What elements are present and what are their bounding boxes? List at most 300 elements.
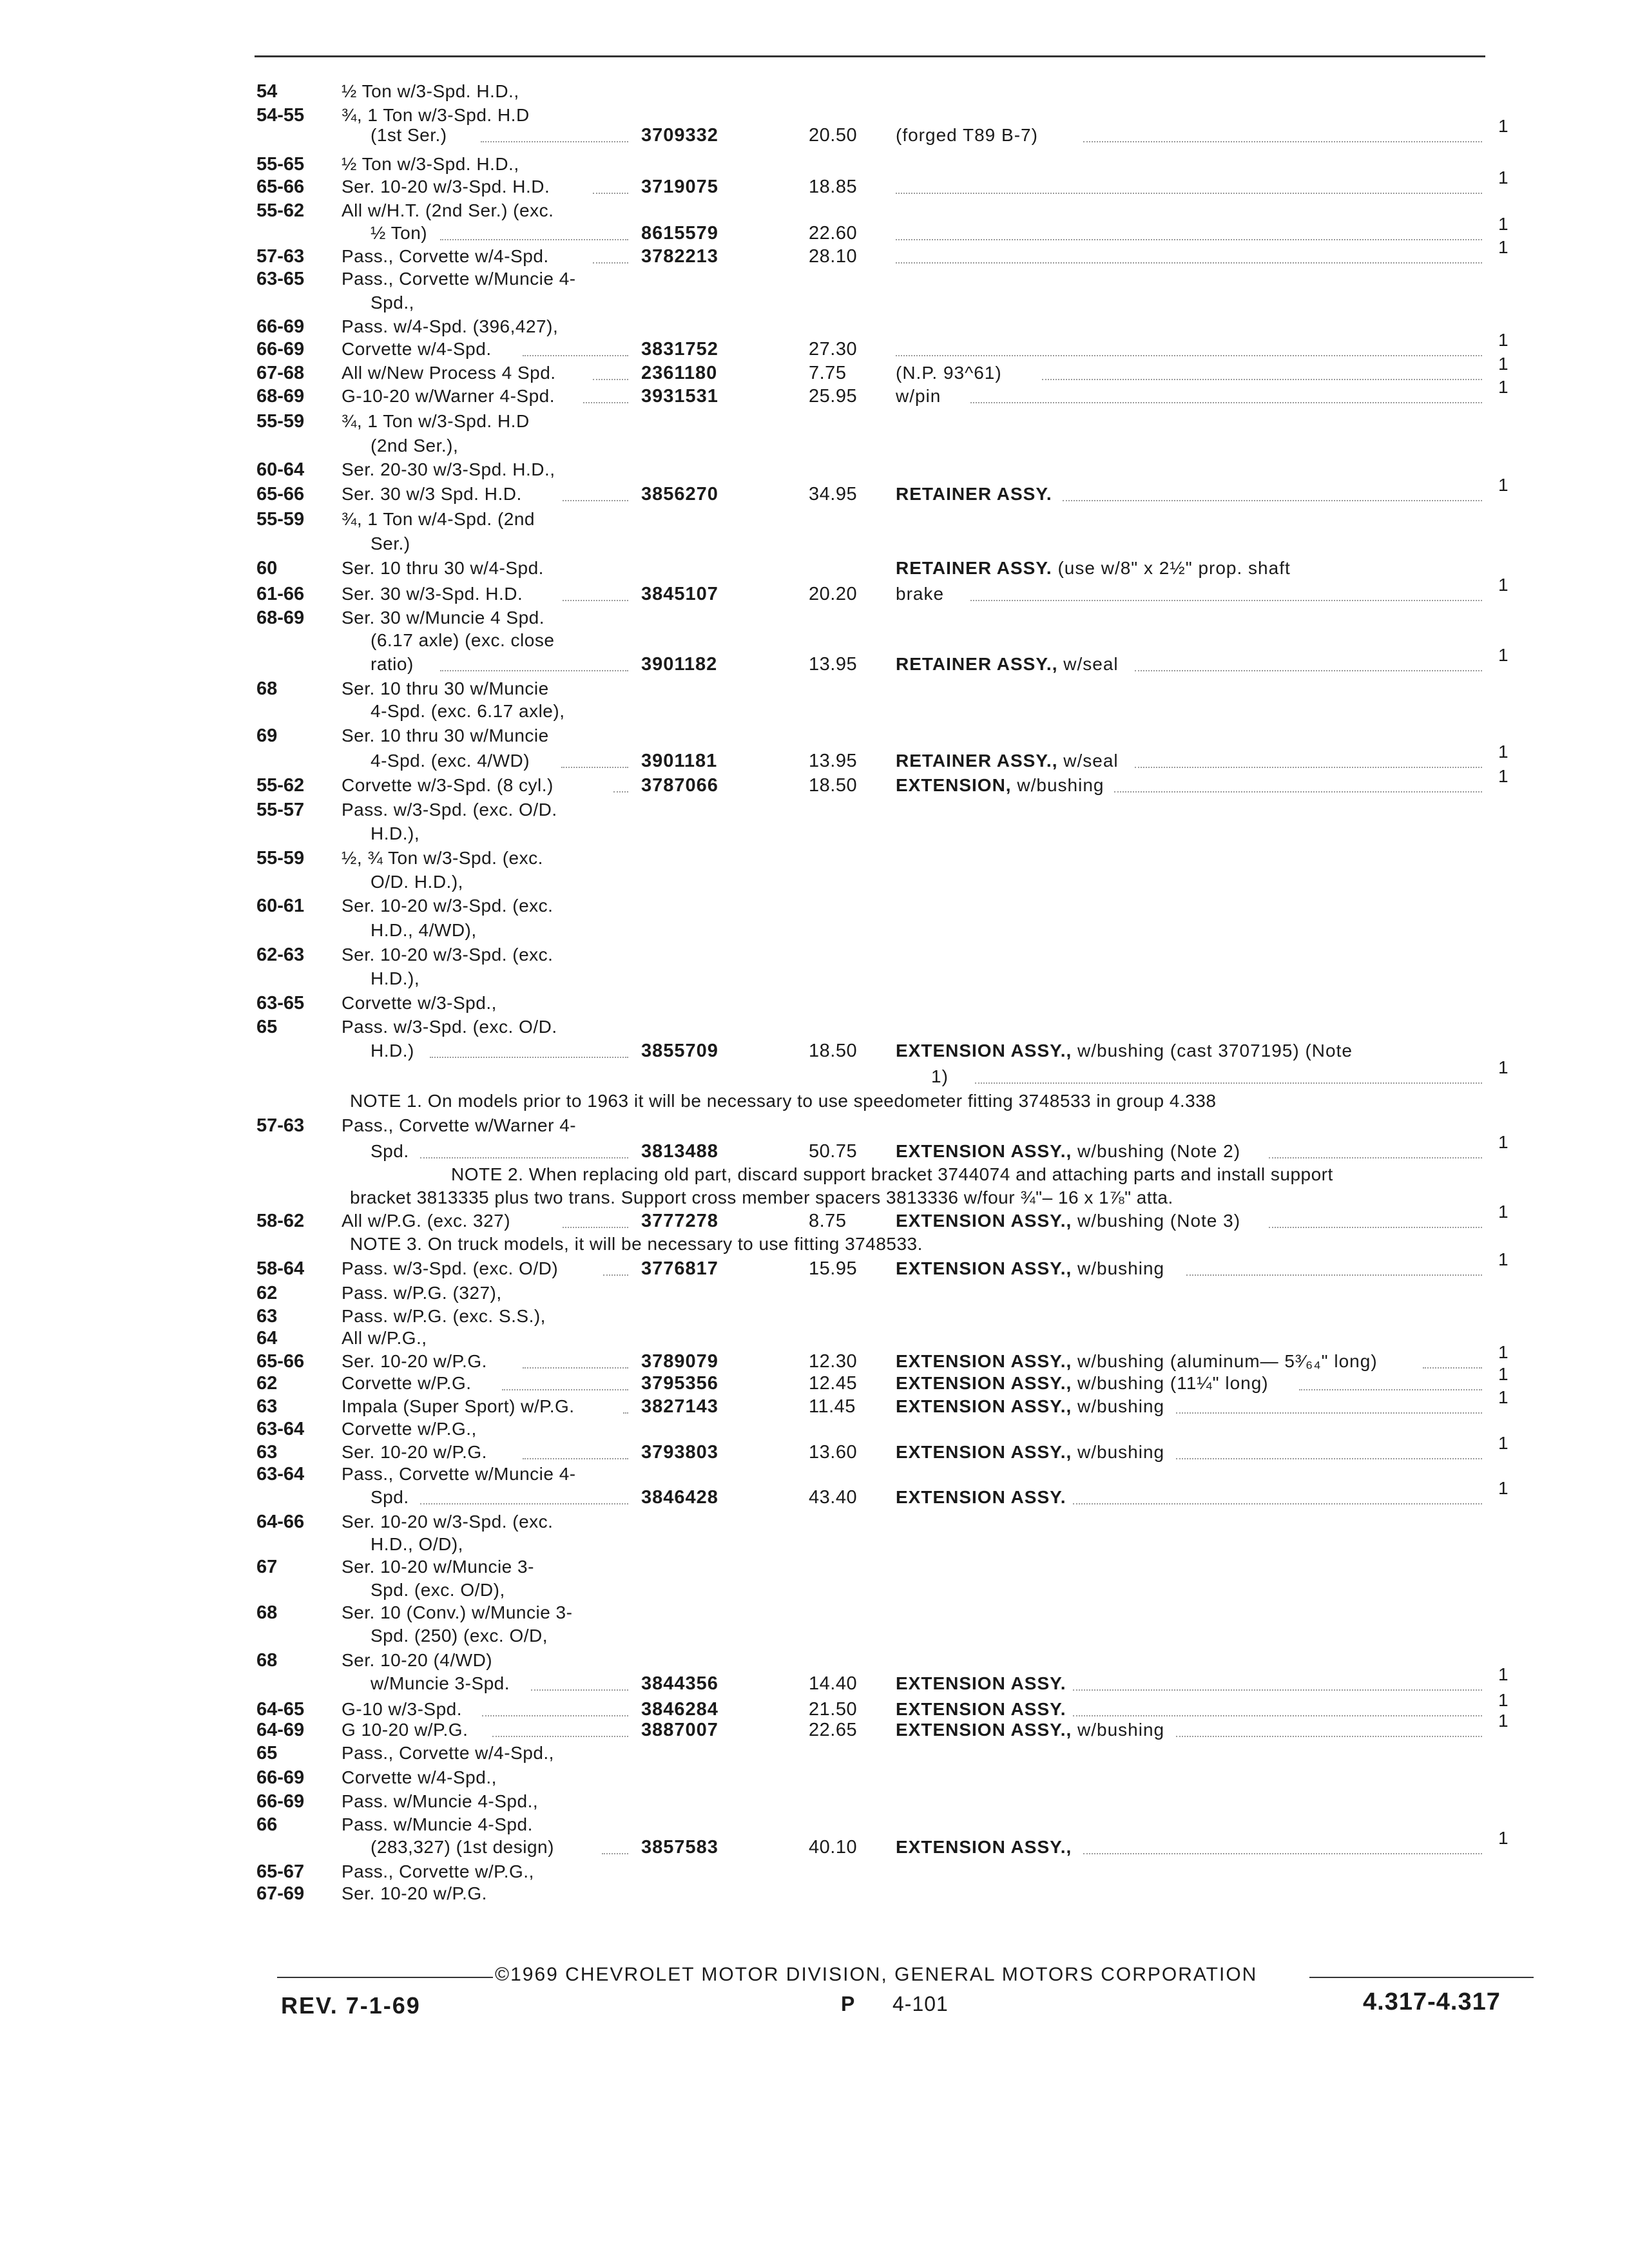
list-price: 15.95 xyxy=(809,1258,858,1279)
part-row xyxy=(0,1417,1629,1441)
application-description: (6.17 axle) (exc. close xyxy=(371,630,555,650)
list-price: 13.95 xyxy=(809,654,858,675)
list-price: 8.75 xyxy=(809,1211,847,1231)
application-description: ¾, 1 Ton w/3-Spd. H.D xyxy=(342,411,530,431)
part-number: 3846284 xyxy=(641,1699,718,1720)
part-name-bold: EXTENSION ASSY., xyxy=(896,1396,1072,1416)
part-row xyxy=(0,918,1629,943)
model-years: 65-66 xyxy=(256,1351,305,1372)
leader-dots xyxy=(1063,500,1482,501)
leader-dots xyxy=(492,1736,628,1737)
part-name xyxy=(896,1671,1066,1696)
part-note: (forged T89 B-7) xyxy=(896,125,1038,145)
part-row xyxy=(0,1624,1629,1648)
part-row xyxy=(0,1202,1629,1233)
part-note: w/bushing (Note 3) xyxy=(1077,1211,1241,1231)
model-years: 65-66 xyxy=(256,484,305,505)
footer-copyright: ©1969 CHEVROLET MOTOR DIVISION, GENERAL MOTORS CORPORATION xyxy=(495,1964,1258,1985)
part-row xyxy=(0,457,1629,482)
leader-dots xyxy=(1186,1274,1482,1276)
application-description: 4-Spd. (exc. 6.17 axle), xyxy=(371,701,565,721)
model-years: 62 xyxy=(256,1373,278,1394)
application-description: Pass. w/P.G. (exc. S.S.), xyxy=(342,1306,546,1326)
top-rule xyxy=(255,55,1485,57)
application-description: Pass., Corvette w/Warner 4- xyxy=(342,1115,577,1135)
part-name-bold: EXTENSION ASSY., xyxy=(896,1720,1072,1740)
part-row xyxy=(0,507,1629,532)
model-years: 67-69 xyxy=(256,1883,305,1904)
part-name-bold: EXTENSION ASSY. xyxy=(896,1487,1066,1507)
note-row xyxy=(0,1186,1629,1210)
quantity: 1 xyxy=(1498,1249,1509,1269)
part-note: w/bushing (11¼" long) xyxy=(1077,1373,1269,1393)
part-row xyxy=(0,116,1629,148)
leader-dots xyxy=(1299,1389,1482,1390)
model-years: 65 xyxy=(256,1743,278,1763)
application-description: H.D., 4/WD), xyxy=(371,920,477,940)
application-description: Ser. 30 w/3 Spd. H.D. xyxy=(342,484,522,504)
part-name-bold: EXTENSION ASSY., xyxy=(896,1258,1072,1278)
part-row xyxy=(0,314,1629,339)
leader-dots xyxy=(561,767,628,768)
part-note: w/bushing xyxy=(1077,1442,1165,1462)
application-description: Ser. 10-20 w/3-Spd. (exc. xyxy=(342,1512,554,1532)
part-row xyxy=(0,1532,1629,1557)
application-description: (1st Ser.) xyxy=(371,125,447,145)
model-years: 66-69 xyxy=(256,1767,305,1788)
part-row xyxy=(0,475,1629,506)
leader-dots xyxy=(970,600,1482,601)
part-note: brake xyxy=(896,584,945,604)
quantity: 1 xyxy=(1498,1433,1509,1453)
note-row xyxy=(0,1089,1629,1113)
part-name-bold: EXTENSION ASSY., xyxy=(896,1373,1072,1393)
part-row xyxy=(0,1860,1629,1884)
part-row xyxy=(0,1113,1629,1138)
part-name-bold: RETAINER ASSY. xyxy=(896,484,1052,504)
model-years: 55-65 xyxy=(256,154,305,175)
part-row xyxy=(0,1342,1629,1374)
model-years: 57-63 xyxy=(256,246,305,267)
part-row xyxy=(0,267,1629,291)
leader-dots xyxy=(563,500,628,501)
quantity: 1 xyxy=(1498,766,1509,786)
application-description: Corvette w/4-Spd. xyxy=(342,339,492,359)
part-number: 3844356 xyxy=(641,1673,718,1694)
page-letter: P xyxy=(841,1992,855,2015)
part-name xyxy=(896,582,944,606)
part-row xyxy=(0,870,1629,894)
part-row xyxy=(0,1433,1629,1465)
application-description: (2nd Ser.), xyxy=(371,436,459,456)
quantity: 1 xyxy=(1498,645,1509,665)
footer-rule-left xyxy=(277,1977,493,1978)
leader-dots xyxy=(1073,1503,1482,1504)
leader-dots xyxy=(523,1458,628,1459)
application-description: Ser. 10 thru 30 w/Muncie xyxy=(342,726,549,745)
part-name-bold: RETAINER ASSY. xyxy=(896,558,1052,578)
application-description: w/Muncie 3-Spd. xyxy=(371,1673,510,1693)
leader-dots xyxy=(896,239,1482,240)
part-name xyxy=(931,1064,949,1089)
catalog-note: NOTE 1. On models prior to 1963 it will be necessary to use speedometer fitting 3748533 in group 4.338 xyxy=(350,1091,1217,1111)
quantity: 1 xyxy=(1498,475,1509,495)
leader-dots xyxy=(420,1157,628,1158)
footer-rule-right xyxy=(1309,1977,1534,1978)
part-name xyxy=(896,1718,1164,1742)
part-note: w/bushing (Note 2) xyxy=(1077,1141,1241,1161)
part-row xyxy=(0,532,1629,556)
leader-dots xyxy=(440,670,628,671)
model-years: 63-64 xyxy=(256,1464,305,1485)
part-note: w/bushing xyxy=(1077,1258,1165,1278)
model-years: 66-69 xyxy=(256,1791,305,1812)
list-price: 12.30 xyxy=(809,1351,858,1372)
model-years: 61-66 xyxy=(256,584,305,604)
quantity: 1 xyxy=(1498,168,1509,187)
quantity: 1 xyxy=(1498,1690,1509,1710)
part-number: 3845107 xyxy=(641,584,718,604)
leader-dots xyxy=(1114,791,1482,793)
part-row xyxy=(0,1828,1629,1860)
part-row xyxy=(0,724,1629,748)
part-row xyxy=(0,699,1629,724)
part-note: w/bushing (cast 3707195) (Note xyxy=(1077,1041,1353,1061)
application-description: Ser.) xyxy=(371,533,410,553)
list-price: 13.95 xyxy=(809,751,858,771)
part-row xyxy=(0,152,1629,177)
part-number: 3709332 xyxy=(641,125,718,146)
part-row xyxy=(0,556,1629,581)
model-years: 65-66 xyxy=(256,177,305,197)
part-row xyxy=(0,606,1629,630)
model-years: 64-69 xyxy=(256,1720,305,1740)
leader-dots xyxy=(896,193,1482,194)
part-row xyxy=(0,966,1629,991)
list-price: 18.50 xyxy=(809,775,858,796)
application-description: Ser. 30 w/3-Spd. H.D. xyxy=(342,584,523,604)
part-name xyxy=(896,384,941,408)
application-description: ½ Ton) xyxy=(371,223,428,243)
model-years: 68-69 xyxy=(256,608,305,628)
part-number: 3813488 xyxy=(641,1141,718,1162)
list-price: 21.50 xyxy=(809,1699,858,1720)
part-name-bold: EXTENSION ASSY. xyxy=(896,1699,1066,1719)
part-number: 3793803 xyxy=(641,1442,718,1463)
model-years: 66 xyxy=(256,1814,278,1835)
part-row xyxy=(0,1326,1629,1350)
revision-date: REV. 7-1-69 xyxy=(281,1992,421,2019)
model-years: 55-59 xyxy=(256,848,305,869)
leader-dots xyxy=(602,1853,628,1854)
part-name-bold: EXTENSION ASSY., xyxy=(896,1041,1072,1061)
part-number: 3827143 xyxy=(641,1396,718,1417)
part-number: 3782213 xyxy=(641,246,718,267)
application-description: Spd. xyxy=(371,1487,409,1507)
model-years: 64 xyxy=(256,1328,278,1349)
application-description: Corvette w/3-Spd., xyxy=(342,993,497,1013)
application-description: Corvette w/P.G., xyxy=(342,1419,477,1439)
part-number: 3719075 xyxy=(641,177,718,197)
list-price: 27.30 xyxy=(809,339,858,360)
part-row xyxy=(0,1364,1629,1396)
list-price: 25.95 xyxy=(809,386,858,407)
part-row xyxy=(0,168,1629,199)
part-row xyxy=(0,1462,1629,1486)
application-description: Spd. (250) (exc. O/D, xyxy=(371,1626,548,1646)
application-description: H.D., O/D), xyxy=(371,1534,463,1554)
application-description: Pass., Corvette w/4-Spd. xyxy=(342,246,549,266)
quantity: 1 xyxy=(1498,742,1509,762)
application-description: ¾, 1 Ton w/3-Spd. H.D xyxy=(342,105,530,125)
application-description: Pass. w/3-Spd. (exc. O/D. xyxy=(342,800,557,820)
part-row xyxy=(0,798,1629,822)
part-name xyxy=(896,1371,1269,1396)
model-years: 55-59 xyxy=(256,411,305,432)
quantity: 1 xyxy=(1498,1342,1509,1362)
list-price: 18.85 xyxy=(809,177,858,197)
leader-dots xyxy=(975,1082,1482,1084)
leader-dots xyxy=(523,355,628,356)
quantity: 1 xyxy=(1498,1202,1509,1222)
list-price: 20.50 xyxy=(809,125,858,146)
part-row xyxy=(0,1555,1629,1579)
note-row xyxy=(0,1162,1629,1187)
model-years: 60-64 xyxy=(256,459,305,480)
part-row xyxy=(0,894,1629,918)
application-description: Pass., Corvette w/Muncie 4- xyxy=(342,269,576,289)
quantity: 1 xyxy=(1498,1132,1509,1152)
part-row xyxy=(0,1281,1629,1305)
quantity: 1 xyxy=(1498,1828,1509,1848)
leader-dots xyxy=(623,1412,628,1414)
application-description: Spd. (exc. O/D), xyxy=(371,1580,505,1600)
application-description: G-10 w/3-Spd. xyxy=(342,1699,463,1719)
part-name xyxy=(896,1139,1240,1164)
application-description: Ser. 10-20 w/3-Spd. (exc. xyxy=(342,945,554,965)
application-description: Pass., Corvette w/P.G., xyxy=(342,1861,534,1881)
list-price: 12.45 xyxy=(809,1373,858,1394)
part-row xyxy=(0,991,1629,1015)
part-row xyxy=(0,354,1629,385)
model-years: 62-63 xyxy=(256,945,305,965)
application-description: Ser. 10 thru 30 w/Muncie xyxy=(342,678,549,698)
part-row xyxy=(0,198,1629,223)
part-row xyxy=(0,1510,1629,1534)
leader-dots xyxy=(1269,1227,1482,1228)
list-price: 7.75 xyxy=(809,363,847,383)
application-description: Impala (Super Sport) w/P.G. xyxy=(342,1396,575,1416)
leader-dots xyxy=(970,402,1482,403)
part-note: w/bushing xyxy=(1077,1720,1165,1740)
part-number: 3776817 xyxy=(641,1258,718,1279)
list-price: 40.10 xyxy=(809,1837,858,1858)
application-description: ½ Ton w/3-Spd. H.D., xyxy=(342,154,519,174)
part-number: 3856270 xyxy=(641,484,718,505)
leader-dots xyxy=(1083,1853,1482,1854)
part-number: 3857583 xyxy=(641,1837,718,1858)
part-number: 3931531 xyxy=(641,386,718,407)
part-row xyxy=(0,628,1629,653)
part-row xyxy=(0,1648,1629,1673)
application-description: H.D.), xyxy=(371,968,420,988)
application-description: ¾, 1 Ton w/4-Spd. (2nd xyxy=(342,509,535,529)
model-years: 55-57 xyxy=(256,800,305,820)
leader-dots xyxy=(523,1367,628,1369)
application-description: Ser. 10 (Conv.) w/Muncie 3- xyxy=(342,1602,573,1622)
leader-dots xyxy=(1176,1412,1482,1414)
part-number: 3831752 xyxy=(641,339,718,360)
list-price: 28.10 xyxy=(809,246,858,267)
leader-dots xyxy=(1042,379,1482,380)
part-row xyxy=(0,677,1629,701)
part-row xyxy=(0,434,1629,458)
leader-dots xyxy=(583,402,628,403)
part-note: w/pin xyxy=(896,386,941,406)
application-description: Ser. 10-20 w/P.G. xyxy=(342,1883,487,1903)
leader-dots xyxy=(563,600,628,601)
catalog-note: NOTE 2. When replacing old part, discard support bracket 3744074 and attaching parts and install support xyxy=(451,1164,1333,1184)
leader-dots xyxy=(1073,1715,1482,1716)
part-row xyxy=(0,846,1629,870)
leader-dots xyxy=(1423,1367,1482,1369)
part-number: 8615579 xyxy=(641,223,718,244)
model-years: 67-68 xyxy=(256,363,305,383)
part-number: 3787066 xyxy=(641,775,718,796)
part-row xyxy=(0,1249,1629,1281)
part-name-bold: EXTENSION ASSY., xyxy=(896,1837,1072,1857)
part-note: 1) xyxy=(931,1066,949,1086)
part-row xyxy=(0,1812,1629,1837)
model-years: 63 xyxy=(256,1442,278,1463)
part-name xyxy=(896,652,1119,677)
list-price: 43.40 xyxy=(809,1487,858,1508)
part-row xyxy=(0,1789,1629,1814)
list-price: 22.65 xyxy=(809,1720,858,1740)
leader-dots xyxy=(531,1689,628,1691)
quantity: 1 xyxy=(1498,1711,1509,1731)
application-description: ratio) xyxy=(371,654,414,674)
model-years: 63 xyxy=(256,1306,278,1327)
part-row xyxy=(0,291,1629,315)
part-row xyxy=(0,1478,1629,1510)
model-years: 58-64 xyxy=(256,1258,305,1279)
model-years: 58-62 xyxy=(256,1211,305,1231)
part-name xyxy=(896,123,1038,148)
part-row xyxy=(0,377,1629,408)
model-years: 65-67 xyxy=(256,1861,305,1882)
application-description: Corvette w/P.G. xyxy=(342,1373,472,1393)
part-row xyxy=(0,1132,1629,1164)
application-description: G-10-20 w/Warner 4-Spd. xyxy=(342,386,555,406)
application-description: Ser. 10 thru 30 w/4-Spd. xyxy=(342,558,544,578)
leader-dots xyxy=(440,239,628,240)
part-note: w/bushing (aluminum— 5³⁄₆₄" long) xyxy=(1077,1351,1378,1371)
model-years: 63-64 xyxy=(256,1419,305,1439)
application-description: Pass. w/3-Spd. (exc. O/D) xyxy=(342,1258,559,1278)
part-name-bold: RETAINER ASSY., xyxy=(896,654,1058,674)
list-price: 13.60 xyxy=(809,1442,858,1463)
quantity: 1 xyxy=(1498,575,1509,595)
application-description: All w/New Process 4 Spd. xyxy=(342,363,556,383)
list-price: 22.60 xyxy=(809,223,858,244)
application-description: Spd., xyxy=(371,293,414,312)
application-description: All w/P.G. (exc. 327) xyxy=(342,1211,511,1231)
model-years: 64-65 xyxy=(256,1699,305,1720)
part-row xyxy=(0,575,1629,606)
model-years: 54 xyxy=(256,81,278,102)
application-description: Ser. 10-20 w/3-Spd. (exc. xyxy=(342,896,554,916)
list-price: 34.95 xyxy=(809,484,858,505)
application-description: Ser. 10-20 w/3-Spd. H.D. xyxy=(342,177,550,197)
application-description: Spd. xyxy=(371,1141,409,1161)
part-row xyxy=(0,409,1629,434)
leader-dots xyxy=(430,1057,628,1058)
leader-dots xyxy=(1083,141,1482,142)
part-note: w/seal xyxy=(1063,654,1119,674)
part-row xyxy=(0,330,1629,361)
model-years: 62 xyxy=(256,1283,278,1303)
section-number: 4.317-4.317 xyxy=(1363,1988,1501,2015)
model-years: 65 xyxy=(256,1017,278,1037)
leader-dots xyxy=(563,1227,628,1228)
application-description: H.D.), xyxy=(371,823,420,843)
part-note: (N.P. 93^61) xyxy=(896,363,1002,383)
leader-dots xyxy=(1176,1458,1482,1459)
part-row xyxy=(0,1015,1629,1039)
application-description: Ser. 20-30 w/3-Spd. H.D., xyxy=(342,459,555,479)
part-note: (use w/8" x 2½" prop. shaft xyxy=(1057,558,1291,578)
quantity: 1 xyxy=(1498,330,1509,350)
part-name-bold: EXTENSION ASSY., xyxy=(896,1442,1072,1462)
application-description: (283,327) (1st design) xyxy=(371,1837,554,1857)
leader-dots xyxy=(1135,670,1482,671)
model-years: 63 xyxy=(256,1396,278,1417)
model-years: 60 xyxy=(256,558,278,579)
part-row xyxy=(0,943,1629,967)
list-price: 20.20 xyxy=(809,584,858,604)
part-row xyxy=(0,1881,1629,1906)
application-description: All w/P.G., xyxy=(342,1328,427,1348)
application-description: Pass., Corvette w/4-Spd., xyxy=(342,1743,554,1763)
application-description: Pass. w/3-Spd. (exc. O/D. xyxy=(342,1017,557,1037)
part-number: 3777278 xyxy=(641,1211,718,1231)
application-description: ½ Ton w/3-Spd. H.D., xyxy=(342,81,519,101)
list-price: 18.50 xyxy=(809,1041,858,1061)
part-row xyxy=(0,1600,1629,1625)
part-row xyxy=(0,1711,1629,1742)
application-description: Ser. 30 w/Muncie 4 Spd. xyxy=(342,608,545,628)
application-description: H.D.) xyxy=(371,1041,414,1061)
part-row xyxy=(0,1741,1629,1765)
model-years: 66-69 xyxy=(256,339,305,360)
leader-dots xyxy=(482,1715,628,1716)
application-description: Ser. 10-20 (4/WD) xyxy=(342,1650,493,1670)
leader-dots xyxy=(502,1389,628,1390)
model-years: 57-63 xyxy=(256,1115,305,1136)
model-years: 63-65 xyxy=(256,269,305,289)
quantity: 1 xyxy=(1498,116,1509,136)
part-name xyxy=(896,1256,1164,1281)
part-row xyxy=(0,1578,1629,1602)
part-name xyxy=(896,1209,1240,1233)
part-number: 3887007 xyxy=(641,1720,718,1740)
part-number: 3901181 xyxy=(641,751,718,771)
application-description: Ser. 10-20 w/P.G. xyxy=(342,1351,487,1371)
quantity: 1 xyxy=(1498,1478,1509,1498)
model-years: 55-62 xyxy=(256,200,305,221)
note-row xyxy=(0,1232,1629,1256)
